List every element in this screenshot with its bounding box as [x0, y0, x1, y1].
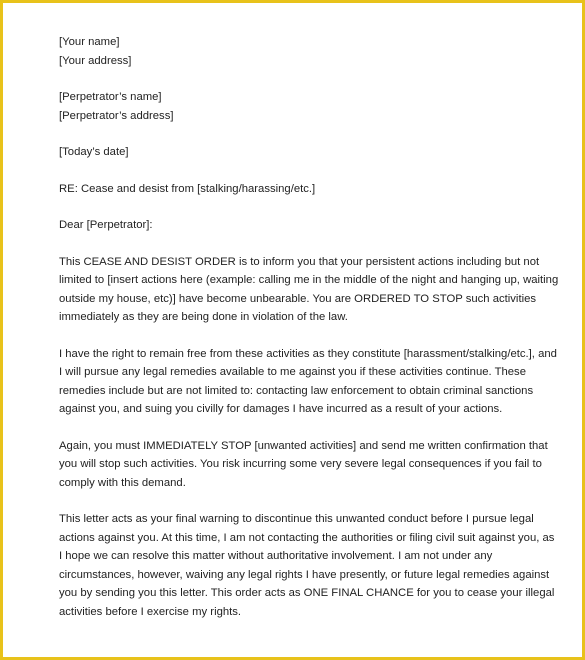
letter-subject: RE: Cease and desist from [stalking/harassing/etc.]: [59, 182, 316, 195]
spacer: [59, 327, 539, 345]
paragraph-line: Again, you must IMMEDIATELY STOP [unwanted activities] and send me written confirmation that: [59, 439, 548, 452]
paragraph-line: I have the right to remain free from these activities as they constitute [harassment/stalking/etc.], and: [59, 347, 557, 360]
bottom-fade: [3, 631, 582, 657]
paragraph-line: you by sending you this letter. This order acts as ONE FINAL CHANCE for you to cease your illegal: [59, 587, 555, 599]
paragraph-line: remedies include but are not limited to: contacting law enforcement to obtain criminal sanctions: [59, 384, 534, 397]
spacer: [59, 419, 539, 437]
paragraph-rights: [59, 345, 557, 419]
paragraph-line: against you, and suing you civilly for damages I have incurred as a result of your actions.: [59, 403, 503, 415]
sender-address: [Your address]: [59, 54, 132, 67]
paragraph-line: limited to [insert actions here (example: calling me in the middle of the night and hanging up, waiting: [59, 274, 559, 286]
paragraph-line: This letter acts as your final warning to discontinue this unwanted conduct before I pursue legal: [59, 513, 534, 525]
recipient-block: [59, 88, 539, 125]
spacer: [59, 198, 539, 216]
spacer: [59, 70, 539, 88]
recipient-address: [Perpetrator’s address]: [59, 109, 174, 122]
spacer: [59, 492, 539, 510]
letter-salutation: Dear [Perpetrator]:: [59, 219, 153, 231]
recipient-name: [Perpetrator’s name]: [59, 91, 162, 103]
paragraph-line: immediately as they are being done in violation of the law.: [59, 311, 348, 323]
paragraph-line: This CEASE AND DESIST ORDER is to inform you that your persistent actions including but not: [59, 255, 540, 268]
paragraph-demand: [59, 437, 548, 493]
paragraph-line: I will pursue any legal remedies available to me against you if these activities continue. These: [59, 366, 526, 378]
paragraph-final-warning: [59, 510, 555, 621]
paragraph-line: outside my house, etc)] have become unbearable. You are ORDERED TO STOP such activities: [59, 292, 537, 305]
spacer: [59, 162, 539, 180]
paragraph-line: comply with this demand.: [59, 476, 186, 489]
paragraph-line: activities before I exercise my rights.: [59, 605, 242, 618]
sender-name: [Your name]: [59, 36, 120, 48]
paragraph-line: actions against you. At this time, I am not contacting the authorities or filing civil suit against you, as: [59, 531, 555, 544]
spacer: [59, 125, 539, 143]
letter-date: [Today’s date]: [59, 146, 129, 158]
paragraph-line: I hope we can resolve this matter without authoritative involvement. I am not under any: [59, 550, 493, 562]
paragraph-line: you will stop such activities. You risk incurring some very severe legal consequences if you fail to: [59, 458, 542, 470]
paragraph-order: [59, 253, 559, 327]
sender-block: [59, 33, 539, 70]
paragraph-line: circumstances, however, waiving any legal rights I have presently, or future legal remedies against: [59, 568, 550, 581]
spacer: [59, 235, 539, 253]
letter-page: [59, 33, 559, 621]
